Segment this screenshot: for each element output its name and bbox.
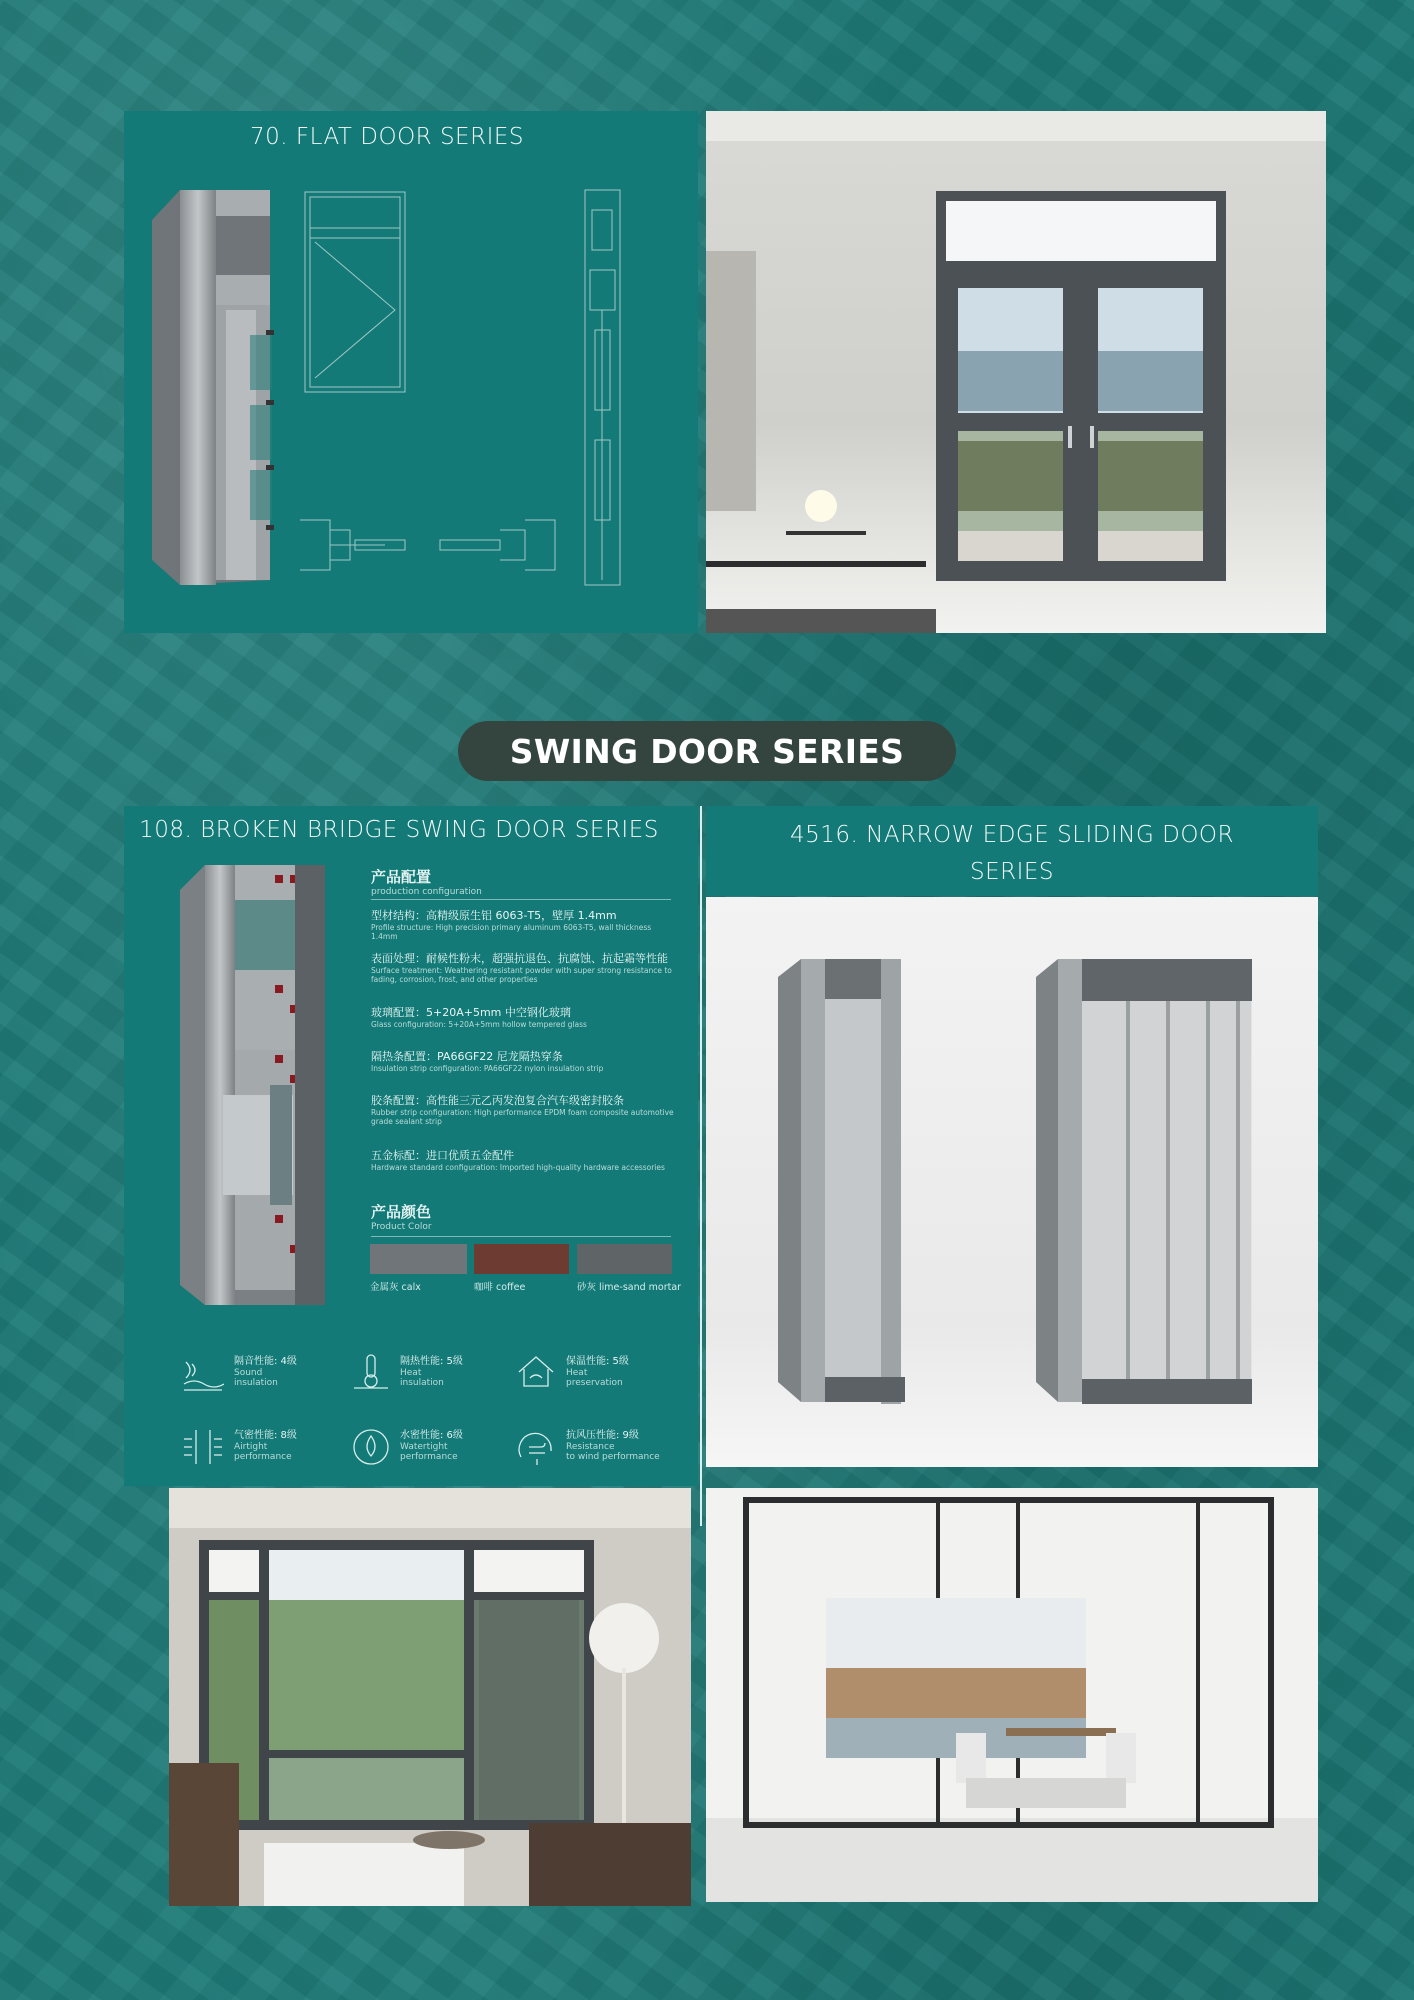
thermometer-icon [350, 1352, 392, 1392]
house-icon [515, 1352, 557, 1392]
perf-en: Watertight [400, 1441, 448, 1452]
perf-en: Heat [566, 1367, 588, 1378]
config-heading [371, 866, 482, 897]
spec-en: Glass configuration: 5+20A+5mm hollow tempered glass [371, 1019, 587, 1029]
color-label: 砂灰 lime-sand mortar [577, 1282, 682, 1293]
perf-en: insulation [234, 1377, 278, 1388]
perf-en: performance [400, 1451, 458, 1462]
perf-label: 隔热性能: 5级 [400, 1356, 463, 1367]
spec-en: Insulation strip configuration: PA66GF22 nylon insulation strip [371, 1063, 604, 1073]
color-subtitle: Product Color [371, 1222, 432, 1232]
perf-en: Sound [234, 1367, 263, 1378]
narrow-edge-profile-photo [706, 897, 1318, 1467]
spec-zh: 型材结构：高精级原生铝 6063-T5，壁厚 1.4mm [371, 909, 617, 922]
perf-heat-insulation [400, 1356, 463, 1388]
spec-zh: 五金标配：进口优质五金配件 [371, 1149, 514, 1162]
swing-door-series-header: SWING DOOR SERIES [458, 721, 956, 781]
broken-bridge-profile-illustration [175, 855, 355, 1310]
perf-en: insulation [400, 1377, 444, 1388]
spec-item [371, 952, 676, 985]
color-heading [371, 1201, 432, 1232]
perf-label: 气密性能: 8级 [234, 1430, 297, 1441]
perf-sound [234, 1356, 297, 1388]
config-title: 产品配置 [371, 868, 432, 886]
spec-zh: 表面处理：耐候性粉末，超强抗退色、抗腐蚀、抗起霜等性能 [371, 952, 668, 965]
perf-wind-resistance [566, 1430, 660, 1462]
spec-item [371, 1094, 676, 1127]
perf-en: Heat [400, 1367, 422, 1378]
broken-bridge-title: 108. BROKEN BRIDGE SWING DOOR SERIES [139, 817, 659, 843]
spec-en: Hardware standard configuration: Imported high-quality hardware accessories [371, 1162, 665, 1172]
config-divider [371, 899, 671, 900]
airflow-icon [182, 1427, 224, 1467]
perf-en: preservation [566, 1377, 623, 1388]
color-label: 金属灰 calx [370, 1282, 421, 1293]
perf-en: Resistance [566, 1441, 615, 1452]
flat-door-room-photo [706, 111, 1326, 633]
spec-en: Rubber strip configuration: High performance EPDM foam composite automotive grade sealant strip [371, 1107, 674, 1127]
column-divider [700, 806, 702, 1526]
spec-item [371, 1149, 676, 1172]
spec-item [371, 909, 676, 942]
sound-icon [182, 1354, 224, 1394]
spec-item [371, 1006, 676, 1029]
color-swatch-coffee [474, 1244, 569, 1274]
color-swatch-calx [370, 1244, 467, 1274]
perf-en: performance [234, 1451, 292, 1462]
spec-en: Surface treatment: Weathering resistant powder with super strong resistance to fading, corrosion, frost, and other properties [371, 965, 672, 985]
color-swatch-sand [577, 1244, 672, 1274]
spec-en: Profile structure: High precision primary aluminum 6063-T5, wall thickness 1.4mm [371, 922, 652, 942]
color-title: 产品颜色 [371, 1203, 432, 1221]
spec-item [371, 1050, 676, 1073]
flat-door-profile-illustration [140, 180, 700, 600]
narrow-edge-room-photo [706, 1488, 1318, 1902]
perf-heat-preservation [566, 1356, 629, 1388]
wind-icon [515, 1427, 557, 1467]
config-subtitle: production configuration [371, 887, 482, 897]
narrow-edge-title-line1: 4516. NARROW EDGE SLIDING DOOR [789, 822, 1235, 848]
perf-label: 隔音性能: 4级 [234, 1356, 297, 1367]
perf-label: 水密性能: 6级 [400, 1430, 463, 1441]
spec-zh: 玻璃配置：5+20A+5mm 中空钢化玻璃 [371, 1006, 571, 1019]
perf-label: 保温性能: 5级 [566, 1356, 629, 1367]
perf-watertight [400, 1430, 463, 1462]
color-divider [371, 1236, 671, 1237]
narrow-edge-title-line2: SERIES [969, 859, 1055, 885]
perf-airtight [234, 1430, 297, 1462]
perf-en: to wind performance [566, 1451, 660, 1462]
color-label: 咖啡 coffee [474, 1282, 526, 1293]
broken-bridge-room-photo [169, 1488, 691, 1906]
perf-en: Airtight [234, 1441, 268, 1452]
flat-door-title: 70. FLAT DOOR SERIES [249, 124, 524, 150]
spec-zh: 隔热条配置：PA66GF22 尼龙隔热穿条 [371, 1050, 563, 1063]
narrow-edge-title [706, 817, 1318, 891]
perf-label: 抗风压性能: 9级 [566, 1430, 639, 1441]
water-drop-icon [350, 1427, 392, 1467]
spec-zh: 胶条配置：高性能三元乙丙发泡复合汽车级密封胶条 [371, 1094, 624, 1107]
